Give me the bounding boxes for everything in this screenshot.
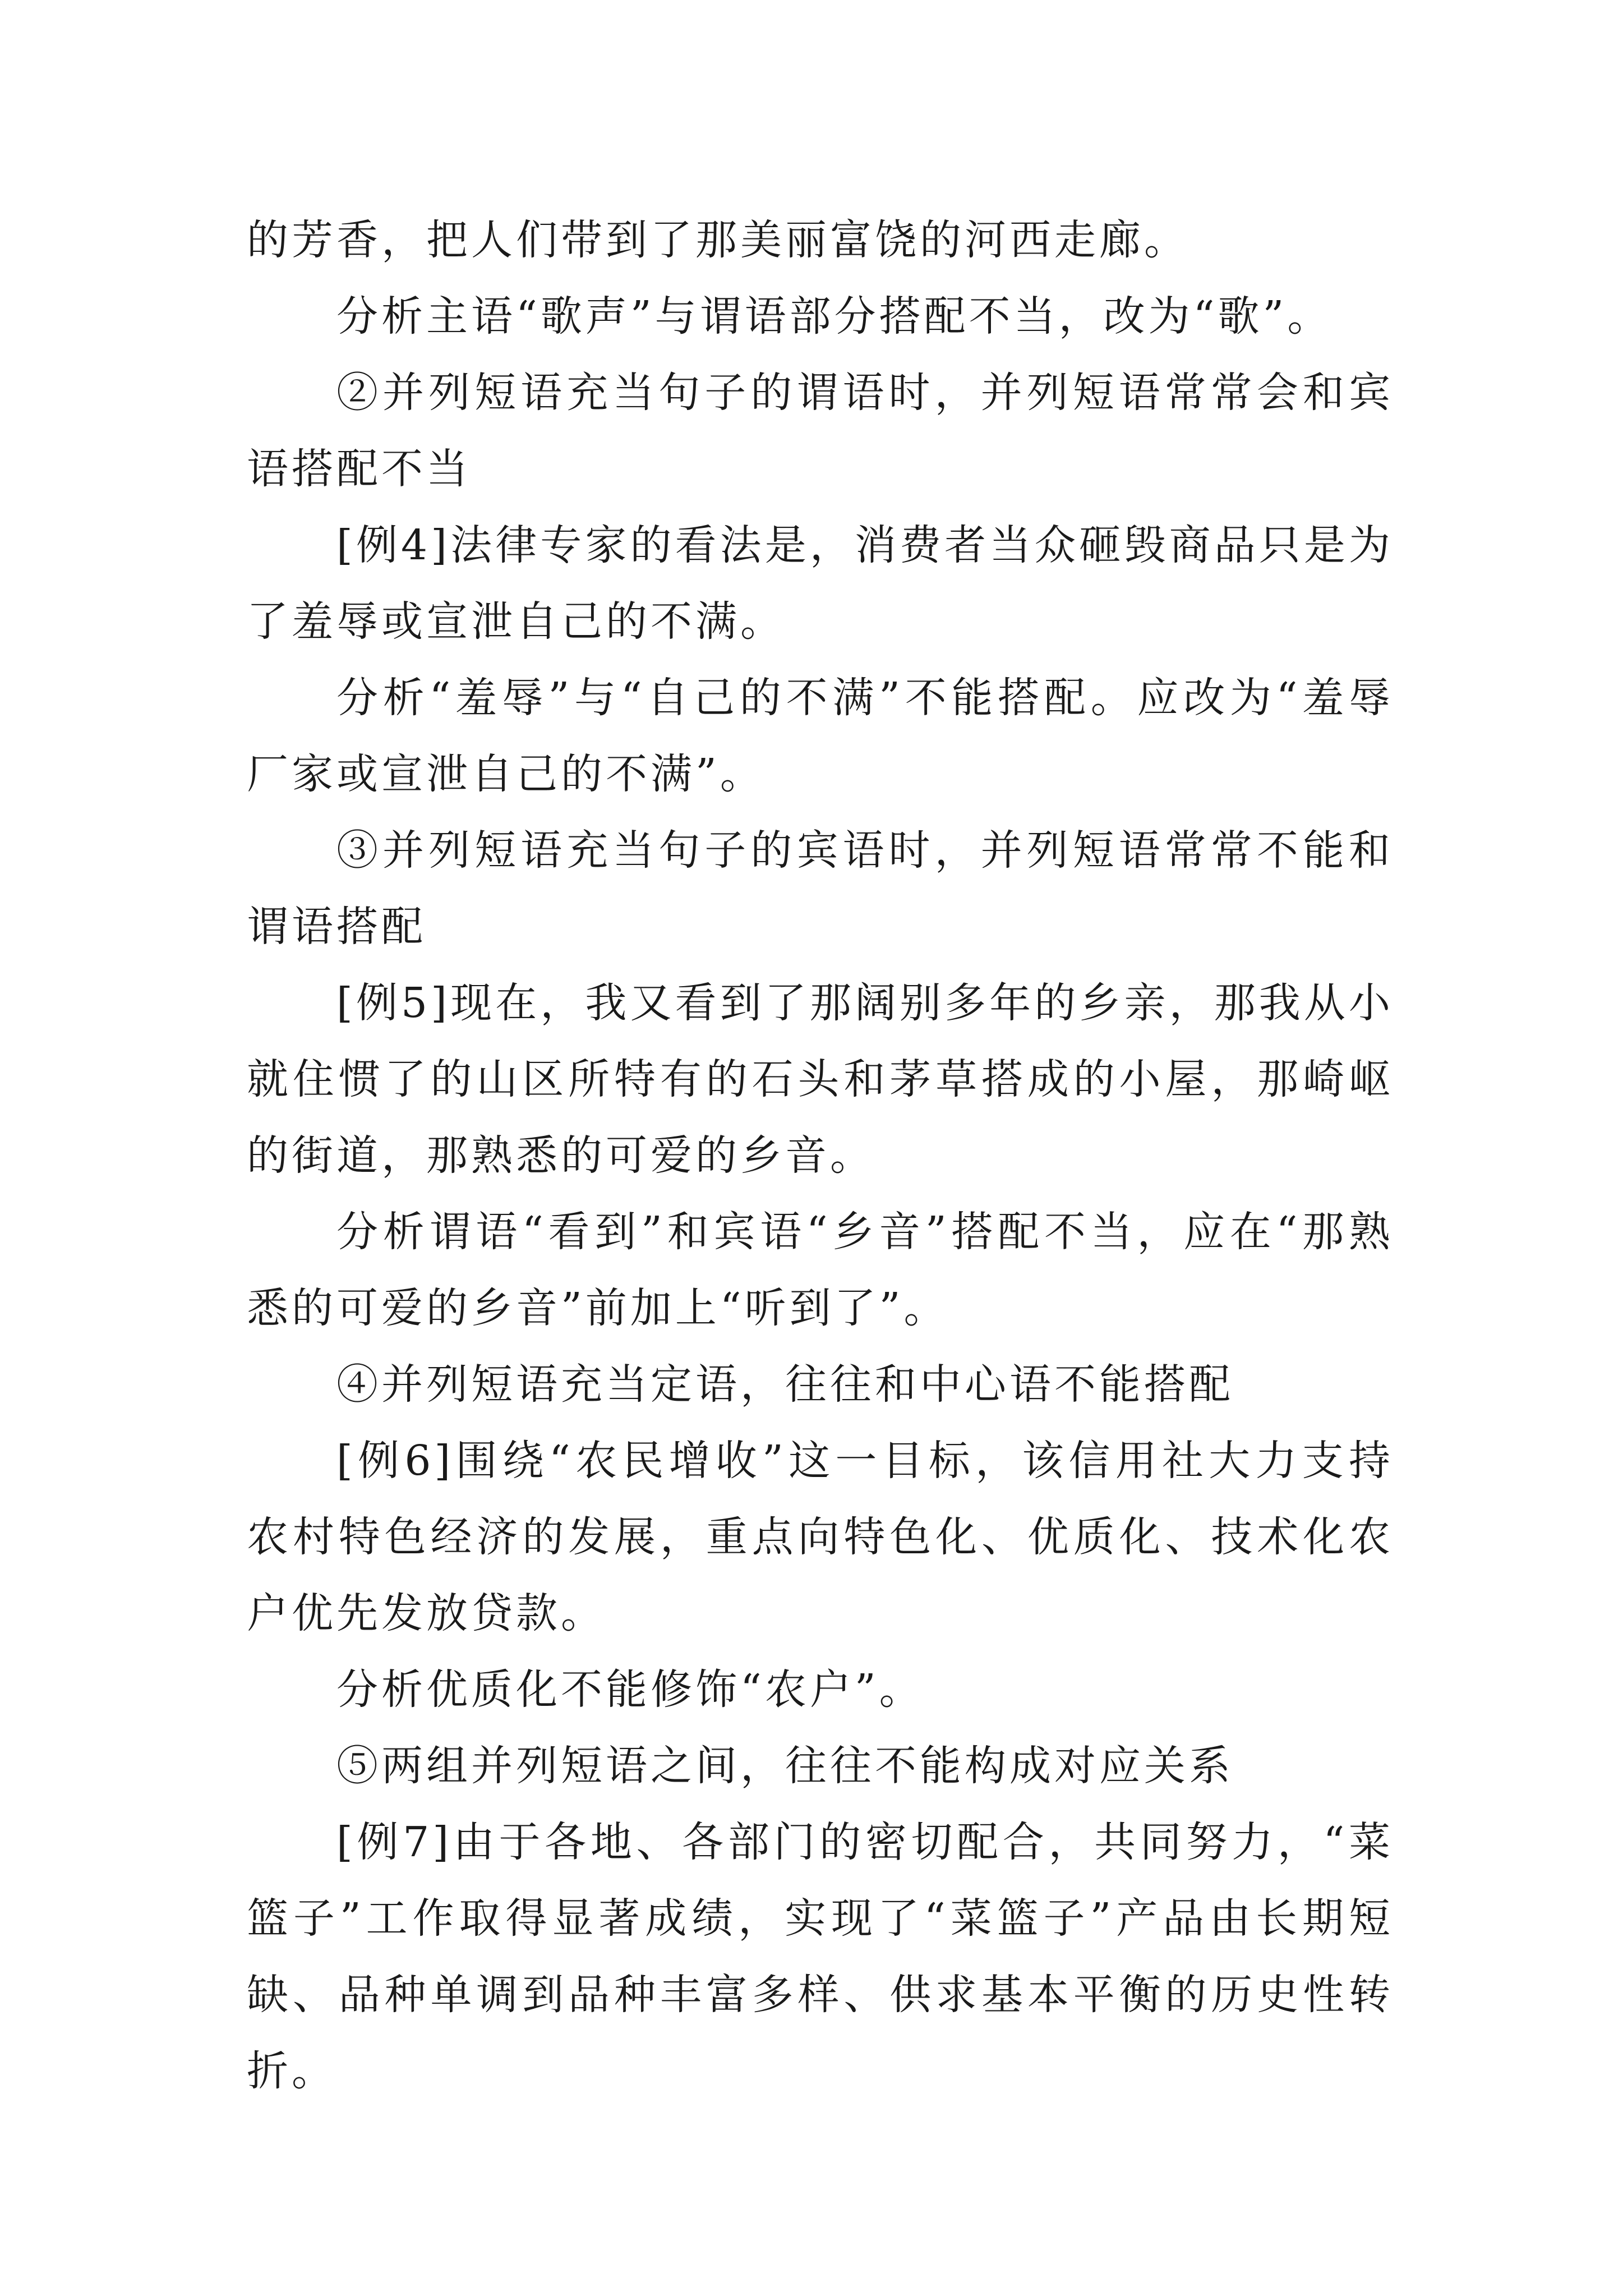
paragraph-12: ⑤两组并列短语之间，往往不能构成对应关系 [336, 1742, 1234, 1790]
paragraph-9: ④并列短语充当定语，往往和中心语不能搭配 [336, 1360, 1234, 1409]
paragraph-7: [例5]现在，我又看到了那阔别多年的乡亲，那我从小就住惯了的山区所特有的石头和茅草搭成的小屋，那崎岖的街道，那熟悉的可爱的乡音。 [247, 979, 1394, 1180]
paragraph-10: [例6]围绕“农民增收”这一目标，该信用社大力支持农村特色经济的发展，重点向特色化、优质化、技术化农户优先发放贷款。 [247, 1437, 1394, 1637]
paragraph-4: [例4]法律专家的看法是，消费者当众砸毁商品只是为了羞辱或宣泄自己的不满。 [247, 521, 1394, 646]
paragraph-3: ②并列短语充当句子的谓语时，并列短语常常会和宾语搭配不当 [247, 369, 1394, 493]
body-text [247, 202, 1394, 2109]
paragraph-11: 分析优质化不能修饰“农户”。 [336, 1665, 924, 1714]
paragraph-13: [例7]由于各地、各部门的密切配合，共同努力，“菜篮子”工作取得显著成绩，实现了“菜篮子”产品由长期短缺、品种单调到品种丰富多样、供求基本平衡的历史性转折。 [247, 1818, 1394, 2095]
paragraph-8: 分析谓语“看到”和宾语“乡音”搭配不当，应在“那熟悉的可爱的乡音”前加上“听到了”。 [247, 1208, 1394, 1332]
paragraph-1: 的芳香，把人们带到了那美丽富饶的河西走廊。 [247, 216, 1189, 264]
paragraph-6: ③并列短语充当句子的宾语时，并列短语常常不能和谓语搭配 [247, 826, 1394, 951]
paragraph-5: 分析“羞辱”与“自己的不满”不能搭配。应改为“羞辱厂家或宣泄自己的不满”。 [247, 674, 1394, 798]
paragraph-2: 分析主语“歌声”与谓语部分搭配不当，改为“歌”。 [336, 292, 1332, 341]
